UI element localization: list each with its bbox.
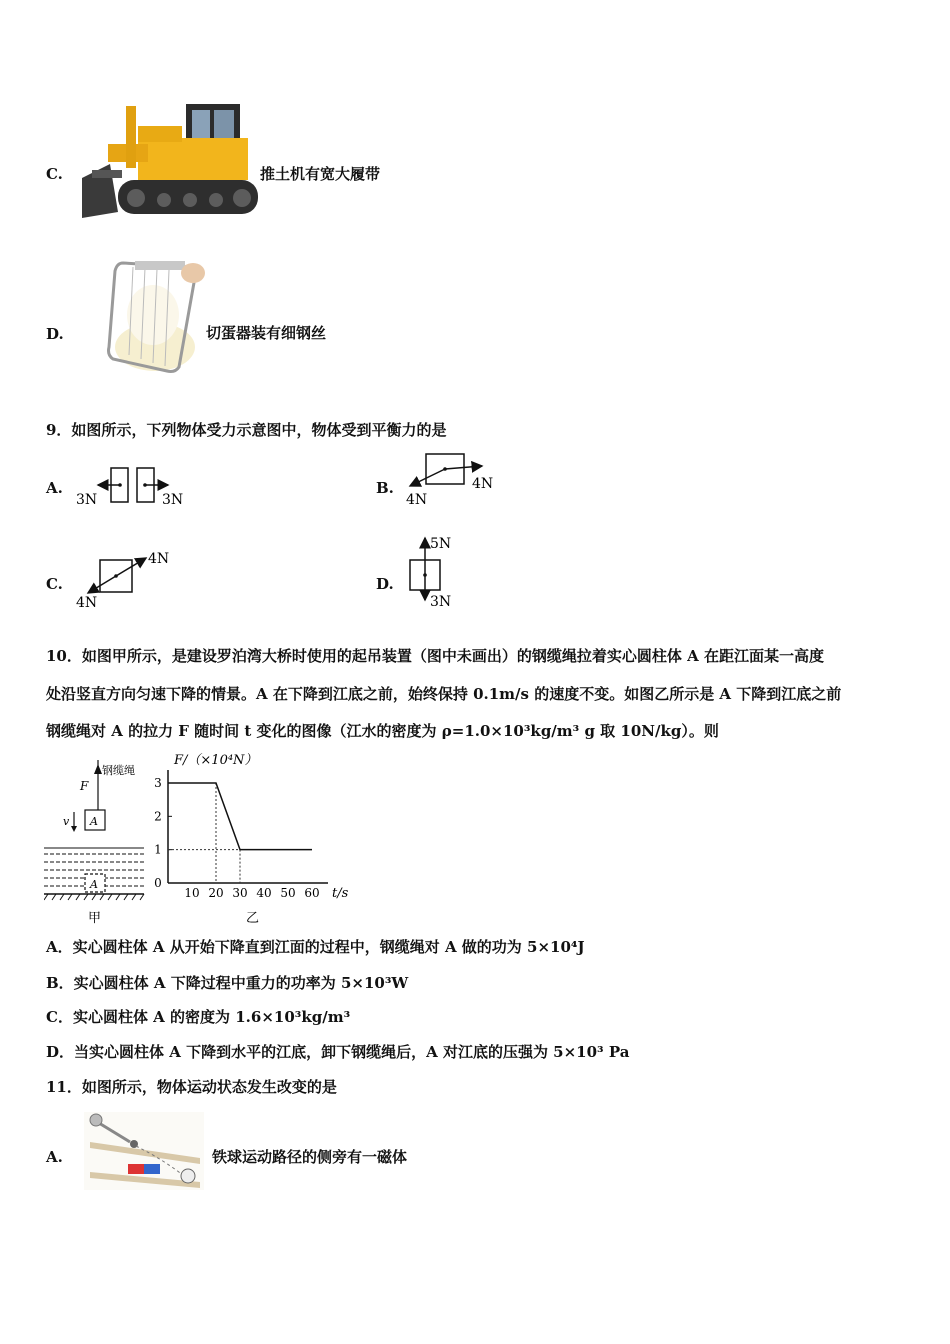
option-c-text: 推土机有宽大履带 — [260, 165, 381, 183]
y-tick-label-2: 2 — [154, 809, 162, 824]
y-tick-label-0: 0 — [154, 876, 162, 890]
q10-option-a: A．实心圆柱体 A 从开始下降直到江面的过程中，钢缆绳对 A 做的功为 5×10⁴J — [46, 938, 585, 956]
q11-option-a-text: 铁球运动路径的侧旁有一磁体 — [212, 1148, 408, 1166]
q9-option-a-diagram — [74, 462, 190, 510]
x-axis-label: t/s — [332, 886, 349, 901]
q9-b-force2: 4N — [406, 492, 428, 508]
x-tick-label-50: 50 — [280, 886, 296, 900]
q9-option-d-letter: D. — [376, 575, 394, 593]
option-c-letter: C. — [46, 165, 63, 183]
q9-b-force1: 4N — [472, 476, 494, 492]
q9-option-a-letter: A. — [46, 479, 63, 497]
figure-yi-caption: 乙 — [246, 911, 260, 926]
q10-option-b: B．实心圆柱体 A 下降过程中重力的功率为 5×10³W — [46, 974, 409, 992]
egg-slicer-image — [105, 255, 205, 380]
x-tick-label-40: 40 — [256, 886, 272, 900]
q10-stem-line3: 钢缆绳对 A 的拉力 F 随时间 t 变化的图像（江水的密度为 ρ=1.0×10³kg/m³ g 取 10N/kg）。则 — [46, 722, 719, 740]
y-tick-label-3: 3 — [154, 776, 162, 790]
x-tick-label-20: 20 — [208, 886, 224, 900]
y-tick-label-1: 1 — [154, 842, 162, 857]
q10-stem-line2: 处沿竖直方向匀速下降的情景。A 在下降到江底之前，始终保持 0.1m/s 的速度不变。如图乙所示是 A 下降到江底之前 — [46, 685, 842, 703]
option-d-letter: D. — [46, 325, 64, 343]
x-tick-label-60: 60 — [304, 886, 320, 900]
x-tick-label-30: 30 — [232, 886, 248, 900]
bulldozer-image — [78, 98, 260, 223]
q11-option-a-letter: A. — [46, 1148, 63, 1166]
magnet-ball-image — [84, 1112, 204, 1190]
q9-stem: 9．如图所示，下列物体受力示意图中，物体受到平衡力的是 — [46, 421, 447, 439]
cable-label: 钢缆绳 — [102, 764, 135, 777]
q10-option-d: D．当实心圆柱体 A 下降到水平的江底，卸下钢缆绳后，A 对江底的压强为 5×10³ Pa — [46, 1043, 630, 1061]
q9-d-force2: 3N — [430, 594, 452, 610]
option-d-text: 切蛋器装有细钢丝 — [206, 324, 327, 342]
q10-option-c: C．实心圆柱体 A 的密度为 1.6×10³kg/m³ — [46, 1008, 351, 1026]
q9-option-b-diagram — [402, 446, 502, 510]
q9-option-d-diagram — [402, 532, 472, 612]
force-series-line — [168, 783, 312, 850]
q9-option-b-letter: B. — [376, 479, 394, 497]
figure-jia-caption: 甲 — [88, 911, 102, 926]
q9-a-force2: 3N — [162, 492, 184, 508]
force-arrow-down-left — [88, 576, 116, 593]
q9-c-force1: 4N — [148, 551, 170, 567]
x-tick-label-10: 10 — [184, 886, 200, 900]
q9-d-force1: 5N — [430, 536, 452, 552]
q11-stem: 11．如图所示，物体运动状态发生改变的是 — [46, 1078, 337, 1096]
q9-a-force1: 3N — [76, 492, 98, 508]
figure-yi-chart — [152, 748, 372, 928]
figure-jia — [44, 760, 156, 928]
velocity-label: v — [63, 815, 70, 828]
q9-c-force2: 4N — [76, 595, 98, 611]
q9-option-c-diagram — [74, 546, 184, 612]
svg-text:A: A — [90, 815, 98, 828]
q10-stem-line1: 10．如图甲所示，是建设罗泊湾大桥时使用的起吊装置（图中未画出）的钢缆绳拉着实心圆柱体 A 在距江面某一高度 — [46, 647, 824, 665]
q9-option-c-letter: C. — [46, 575, 63, 593]
force-label: F — [80, 779, 89, 793]
y-axis-label: F/（×10⁴N） — [174, 753, 258, 768]
svg-text:A: A — [90, 878, 98, 891]
